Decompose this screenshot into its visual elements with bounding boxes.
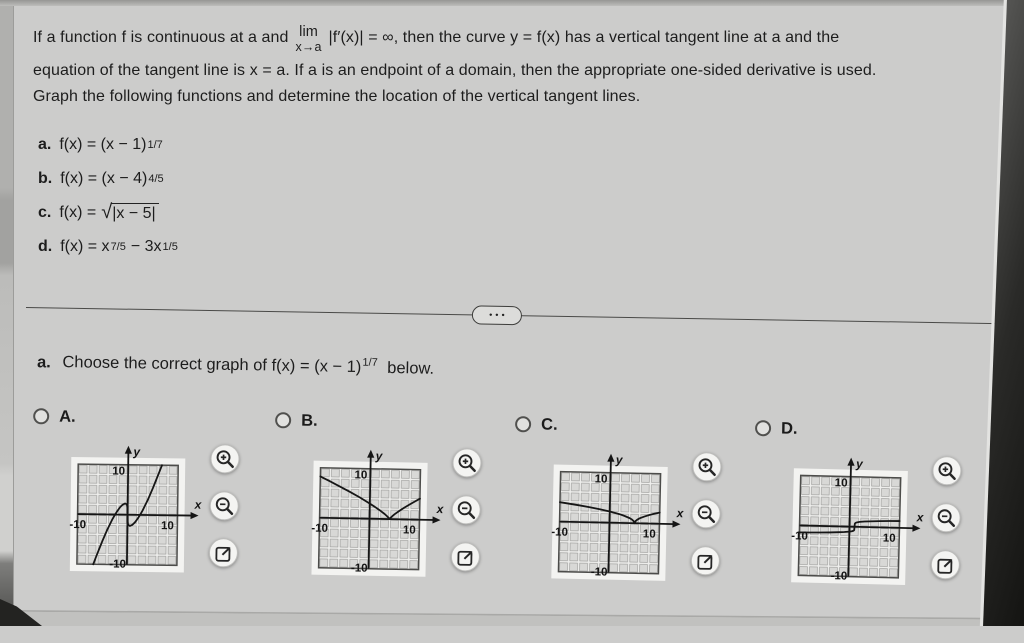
svg-text:-10: -10 <box>351 562 368 574</box>
svg-text:10: 10 <box>112 466 125 478</box>
question-pre: Choose the correct graph of f(x) = (x − 1) <box>62 353 361 376</box>
function-c-label: c. <box>38 204 51 222</box>
zoom-in-icon <box>456 452 478 474</box>
intro-line-2: equation of the tangent line is x = a. If a is an endpoint of a domain, then the appropriate one-sided derivative is used. <box>33 58 876 84</box>
answer-option-A <box>30 406 265 598</box>
function-a-exponent: 1/7 <box>147 139 162 151</box>
option-D-radio[interactable] <box>755 420 771 436</box>
svg-text:10: 10 <box>161 520 174 532</box>
svg-text:10: 10 <box>354 469 367 481</box>
answer-option-D <box>752 418 987 610</box>
svg-text:x: x <box>436 502 445 516</box>
svg-text:-10: -10 <box>109 558 126 570</box>
function-c-body: f(x) = <box>59 204 96 222</box>
zoom-in-icon <box>214 448 236 470</box>
svg-text:-10: -10 <box>551 526 568 538</box>
graph-plot-B <box>296 443 451 596</box>
function-b-body: f(x) = (x − 4) <box>60 170 147 188</box>
question-exponent: 1/7 <box>362 357 377 369</box>
screen-right-edge <box>978 0 1024 626</box>
svg-text:-10: -10 <box>591 566 608 578</box>
zoom-in-icon <box>936 460 958 482</box>
intro-line-3: Graph the following functions and determine the location of the vertical tangent lines. <box>33 84 876 110</box>
svg-text:10: 10 <box>643 528 656 540</box>
function-d-exponent-1: 7/5 <box>111 241 126 253</box>
zoom-in-icon <box>696 456 718 478</box>
option-D-graph[interactable] <box>776 451 932 610</box>
external-link-icon <box>212 542 234 564</box>
graph-D-zoom-in-button[interactable] <box>932 456 961 485</box>
option-D-body <box>752 451 987 610</box>
collapse-toggle[interactable] <box>472 305 522 325</box>
option-A-graph[interactable] <box>55 440 209 597</box>
function-a-body: f(x) = (x − 1) <box>59 136 146 154</box>
option-B-header <box>275 410 507 434</box>
graph-D-zoom-out-button[interactable] <box>931 503 960 532</box>
graph-C-external-link-button[interactable] <box>691 546 720 575</box>
radical-icon: √ <box>101 202 112 222</box>
svg-text:10: 10 <box>595 473 608 485</box>
limit-word: lim <box>299 25 318 41</box>
external-link-icon <box>454 546 476 568</box>
graph-A-zoom-out-button[interactable] <box>209 491 238 520</box>
graph-plot-C <box>536 447 691 600</box>
option-A-graph-controls <box>208 442 240 597</box>
graph-B-zoom-in-button[interactable] <box>452 448 481 477</box>
svg-text:10: 10 <box>403 524 416 536</box>
zoom-out-icon <box>935 507 957 529</box>
option-C-header <box>515 414 747 438</box>
graph-C-zoom-in-button[interactable] <box>692 452 721 481</box>
graph-B-zoom-out-button[interactable] <box>451 495 480 524</box>
intro-line1-pre: If a function f is continuous at a and <box>33 29 289 47</box>
svg-text:-10: -10 <box>69 519 86 531</box>
function-d-exponent-2: 1/5 <box>163 241 178 253</box>
svg-text:y: y <box>375 449 384 463</box>
screen-left-edge <box>0 0 14 626</box>
option-C-graph[interactable] <box>536 447 691 605</box>
graph-A-zoom-in-button[interactable] <box>210 444 239 473</box>
svg-text:-10: -10 <box>791 530 808 542</box>
option-C-body <box>512 447 747 606</box>
option-D-graph-controls <box>930 454 962 609</box>
answer-option-C <box>512 414 747 606</box>
screen-bottom-edge <box>0 602 1024 626</box>
graph-plot-A <box>55 440 209 592</box>
option-A-body <box>30 439 265 598</box>
external-link-icon <box>934 554 956 576</box>
function-c-radicand: |x − 5| <box>111 203 158 223</box>
svg-text:10: 10 <box>883 532 896 544</box>
graph-A-external-link-button[interactable] <box>209 538 238 567</box>
question-post: below. <box>387 358 434 377</box>
graph-D-external-link-button[interactable] <box>931 550 960 579</box>
answer-option-B <box>272 410 507 602</box>
svg-text:y: y <box>615 453 624 467</box>
option-D-header <box>755 418 987 442</box>
svg-text:x: x <box>916 510 925 524</box>
svg-text:-10: -10 <box>831 570 848 582</box>
zoom-out-icon <box>455 499 477 521</box>
function-b-exponent: 4/5 <box>148 173 163 185</box>
option-C-graph-controls <box>690 450 722 605</box>
svg-text:x: x <box>194 498 203 512</box>
option-C-radio[interactable] <box>515 416 531 432</box>
zoom-out-icon <box>213 495 235 517</box>
screen-top-edge <box>0 0 1024 6</box>
graph-B-external-link-button[interactable] <box>451 542 480 571</box>
svg-text:x: x <box>676 506 685 520</box>
option-A-radio[interactable] <box>33 408 49 424</box>
option-A-header <box>33 406 265 430</box>
option-B-radio[interactable] <box>275 412 291 428</box>
option-B-graph[interactable] <box>296 443 451 601</box>
option-C-label: C. <box>541 415 558 434</box>
function-b-label: b. <box>38 170 52 188</box>
svg-text:y: y <box>855 457 864 471</box>
option-D-label: D. <box>781 419 798 438</box>
option-B-graph-controls <box>450 446 482 601</box>
graph-C-zoom-out-button[interactable] <box>691 499 720 528</box>
graph-plot-D <box>776 451 932 605</box>
section-divider <box>26 307 1004 324</box>
limit-subscript: x→a <box>296 41 322 55</box>
function-a-label: a. <box>38 136 51 154</box>
option-B-body <box>272 443 507 602</box>
function-d-body: f(x) = x <box>60 238 109 256</box>
option-A-label: A. <box>59 407 76 426</box>
external-link-icon <box>694 550 716 572</box>
zoom-out-icon <box>695 503 717 525</box>
function-d-body2: − 3x <box>131 238 162 256</box>
svg-text:y: y <box>132 445 141 459</box>
question-label: a. <box>37 353 51 371</box>
option-B-label: B. <box>301 411 318 430</box>
question-text <box>37 351 434 378</box>
svg-text:10: 10 <box>835 477 848 489</box>
ellipsis-dots: ••• <box>486 311 508 320</box>
intro-line1-post: |f′(x)| = ∞, then the curve y = f(x) has a vertical tangent line at a and the <box>329 29 840 47</box>
svg-text:-10: -10 <box>311 523 328 535</box>
function-d-label: d. <box>38 238 52 256</box>
